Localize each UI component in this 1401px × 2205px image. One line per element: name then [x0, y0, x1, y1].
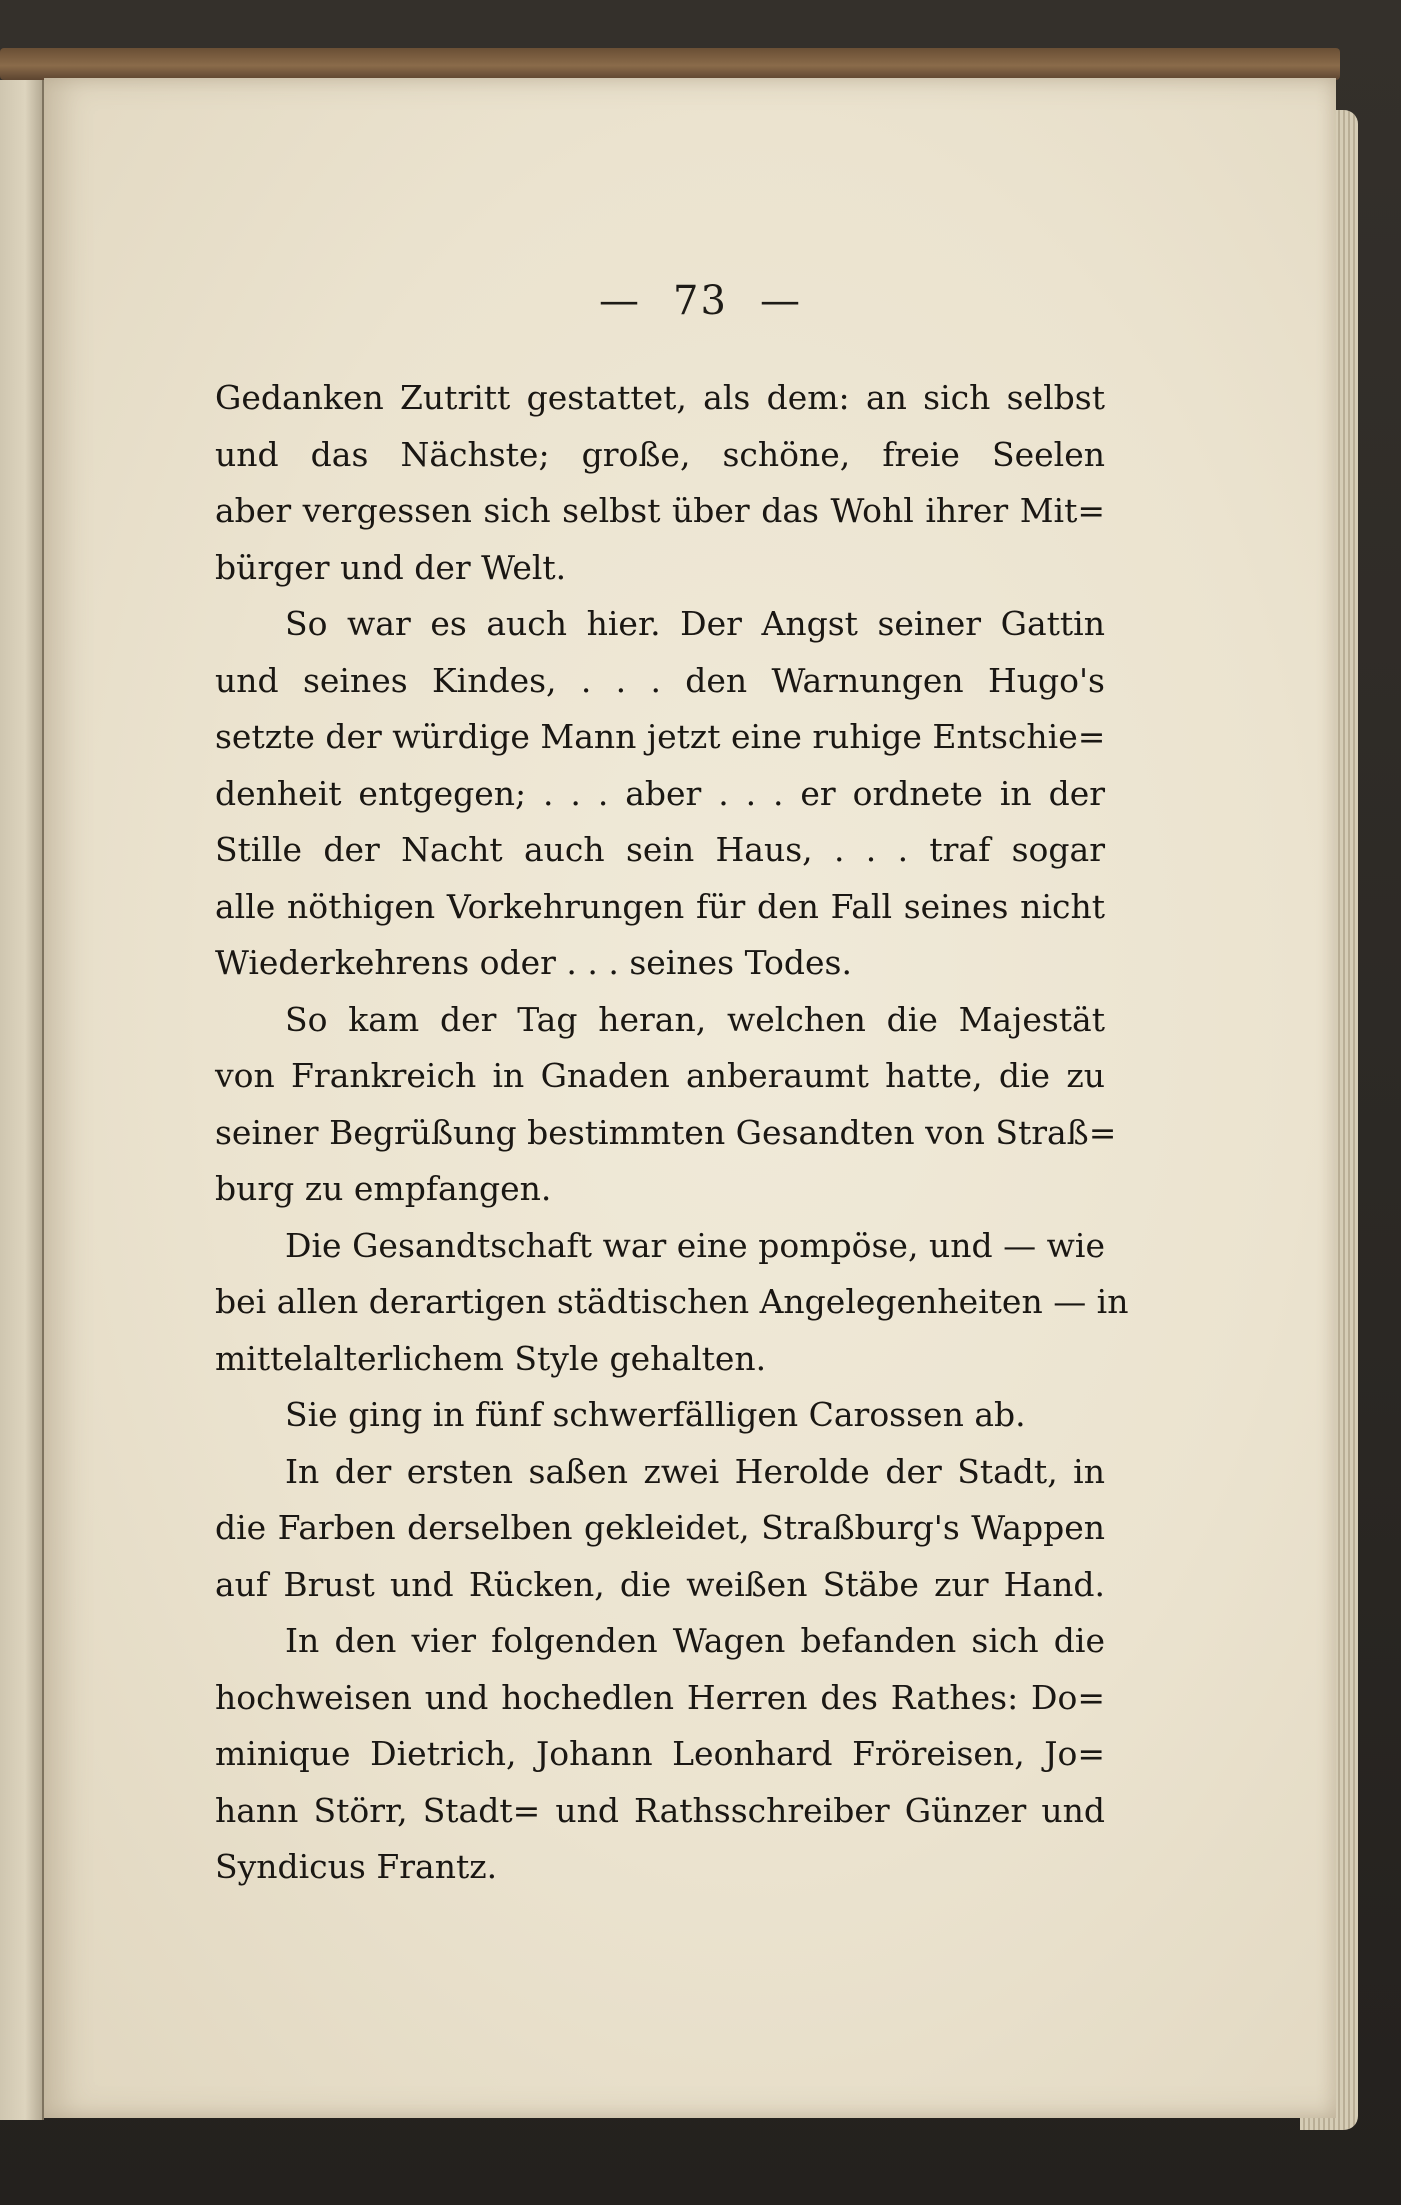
text-line: setzte der würdige Mann jetzt eine ruhige Entschie= [215, 717, 1106, 756]
text-line: und das Nächste; große, schöne, freie Seelen [215, 434, 1105, 474]
text-line: mittelalterlichem Style gehalten. [215, 1338, 767, 1378]
text-line: die Farben derselben gekleidet, Straßburg's Wappen [215, 1508, 1105, 1547]
text-line: Gedanken Zutritt gestattet, als dem: an sich selbst [215, 378, 1105, 417]
text-line: burg zu empfangen. [215, 1169, 552, 1208]
text-line: So war es auch hier. Der Angst seiner Gattin [285, 604, 1105, 643]
text-line: So kam der Tag heran, welchen die Majestät [285, 999, 1105, 1039]
page-number-dash-right: — [759, 278, 802, 324]
text-line: In den vier folgenden Wagen befanden sich die [285, 1621, 1105, 1660]
text-line: auf Brust und Rücken, die weißen Stäbe zur Hand. [215, 1564, 1105, 1604]
text-line: bürger und der Welt. [215, 547, 567, 587]
text-line: Stille der Nacht auch sein Haus, . . . traf sogar [215, 830, 1105, 869]
book-binding-top [0, 48, 1340, 80]
text-line: Die Gesandtschaft war eine pompöse, und — wie [285, 1225, 1105, 1265]
text-line: alle nöthigen Vorkehrungen für den Fall seines nicht [215, 886, 1105, 926]
left-page-edge [0, 80, 44, 2120]
text-line: Sie ging in fünf schwerfälligen Carossen ab. [285, 1395, 1026, 1434]
text-line: Wiederkehrens oder . . . seines Todes. [215, 943, 852, 982]
page-number: 73 [673, 278, 728, 324]
text-line: denheit entgegen; . . . aber . . . er ordnete in der [215, 773, 1105, 813]
body-text [215, 370, 1129, 1896]
text-line: hochweisen und hochedlen Herren des Rathes: Do= [215, 1677, 1105, 1717]
page-header [0, 278, 1401, 324]
text-line: aber vergessen sich selbst über das Wohl ihrer Mit= [215, 491, 1105, 530]
text-line: und seines Kindes, . . . den Warnungen Hugo's [215, 660, 1105, 700]
text-line: bei allen derartigen städtischen Angelegenheiten — in [215, 1282, 1129, 1321]
text-line: Syndicus Frantz. [215, 1847, 498, 1886]
text-line: seiner Begrüßung bestimmten Gesandten von Straß= [215, 1112, 1117, 1152]
text-line: In der ersten saßen zwei Herolde der Stadt, in [285, 1451, 1105, 1491]
text-line: hann Störr, Stadt= und Rathsschreiber Günzer und [215, 1790, 1105, 1830]
text-line: minique Dietrich, Johann Leonhard Fröreisen, Jo= [215, 1734, 1105, 1773]
page-number-dash-left: — [599, 278, 642, 324]
text-line: von Frankreich in Gnaden anberaumt hatte, die zu [215, 1056, 1105, 1095]
